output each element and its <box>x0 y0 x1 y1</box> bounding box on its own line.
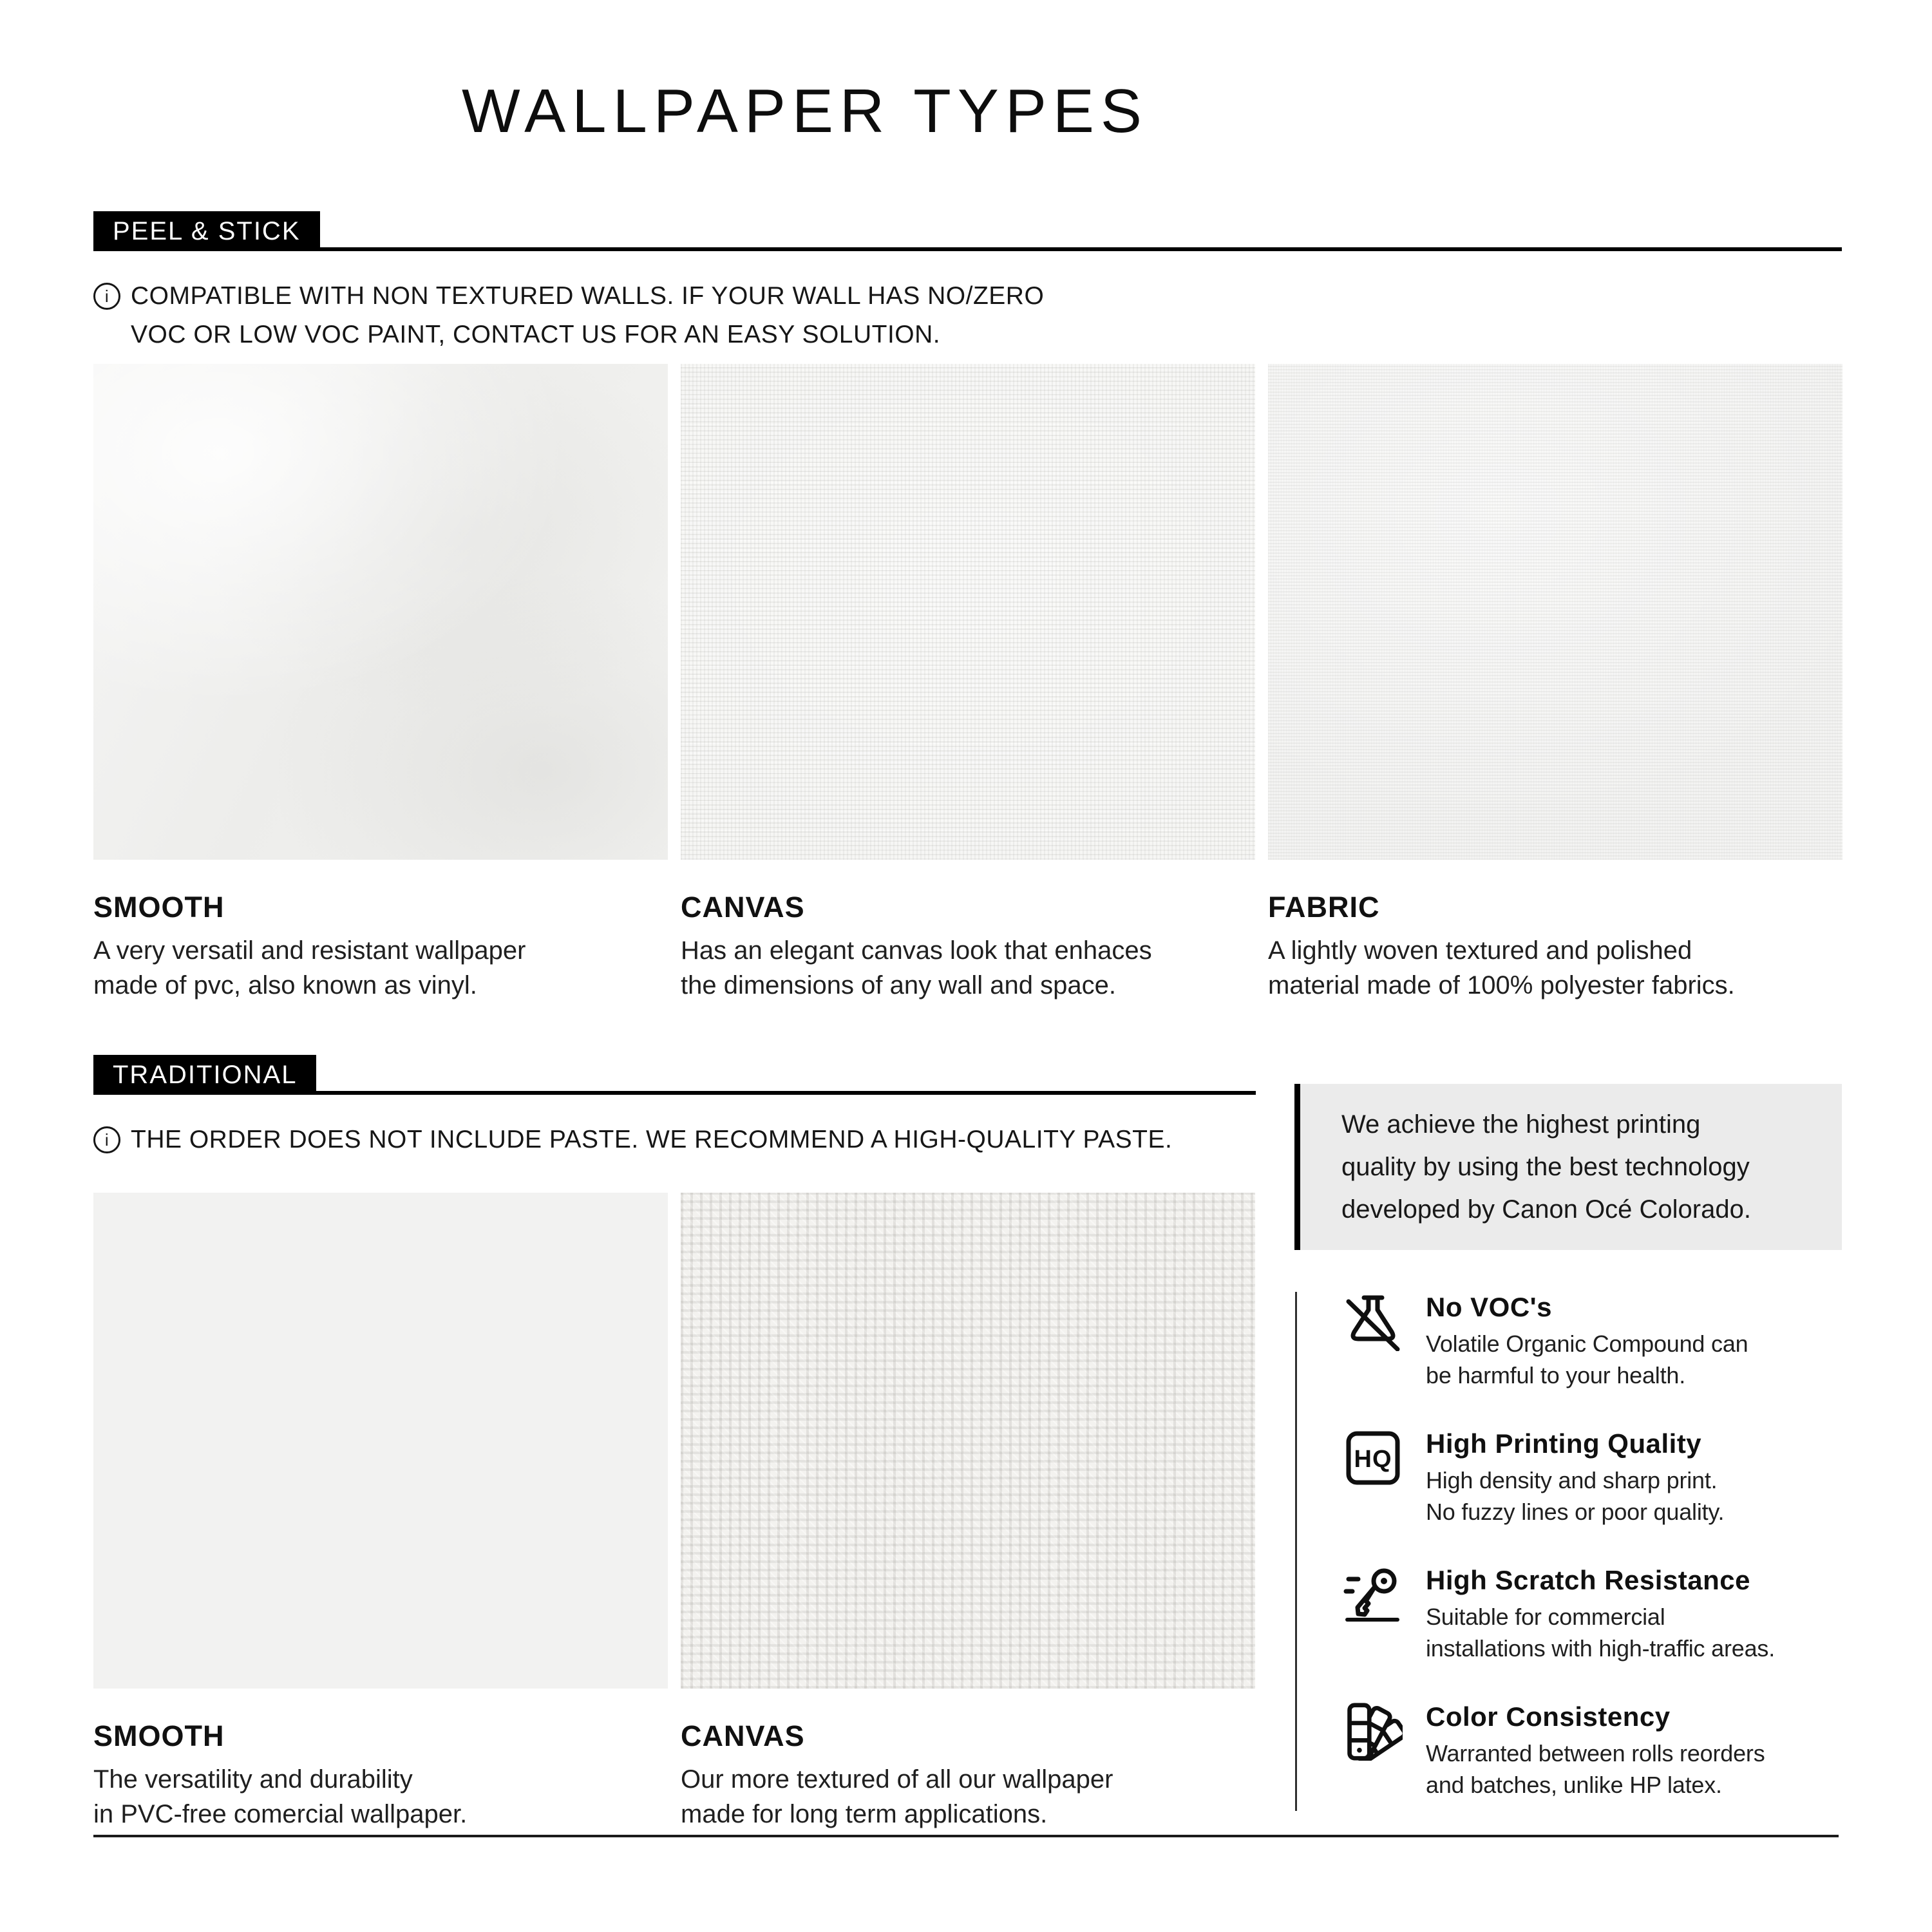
traditional-note <box>93 1121 1172 1159</box>
swatch-name: SMOOTH <box>93 1719 225 1752</box>
swatch-desc-line: material made of 100% polyester fabrics. <box>1268 971 1735 999</box>
feature-text <box>1426 1428 1724 1528</box>
note-line-1: THE ORDER DOES NOT INCLUDE PASTE. WE RECOMMEND A HIGH-QUALITY PASTE. <box>131 1126 1173 1153</box>
swatch-card-smooth-peel <box>93 364 668 1003</box>
feature-description <box>1426 1738 1765 1801</box>
no-voc-flask-icon <box>1343 1292 1403 1351</box>
section-traditional-header <box>93 1055 1256 1095</box>
feature-text <box>1426 1292 1748 1391</box>
swatch-description <box>93 1762 668 1832</box>
section-divider-line <box>93 247 1842 251</box>
peel-stick-note <box>93 277 1044 354</box>
swatch-caption <box>93 1719 668 1832</box>
swatch-name: CANVAS <box>681 891 805 923</box>
swatch-caption <box>93 891 668 1003</box>
canvas-texture-sample <box>681 1193 1255 1689</box>
swatch-desc-line: Has an elegant canvas look that enhaces <box>681 936 1152 965</box>
callout-line-1: We achieve the highest printing <box>1341 1110 1701 1139</box>
feature-title: High Scratch Resistance <box>1426 1565 1751 1595</box>
footer-divider-line <box>93 1835 1839 1837</box>
info-icon: i <box>93 1126 120 1153</box>
feature-no-voc <box>1343 1292 1859 1391</box>
smooth-texture-sample <box>93 364 668 860</box>
features-divider-line <box>1295 1292 1297 1811</box>
callout-line-3: developed by Canon Océ Colorado. <box>1341 1195 1751 1224</box>
feature-description <box>1426 1601 1775 1664</box>
printing-quality-callout <box>1294 1084 1842 1250</box>
section-traditional-label: TRADITIONAL <box>93 1055 316 1095</box>
swatch-card-smooth-traditional <box>93 1193 668 1832</box>
feature-desc-line: Volatile Organic Compound can <box>1426 1331 1748 1357</box>
svg-text:HQ: HQ <box>1354 1446 1392 1473</box>
swatch-name: CANVAS <box>681 1719 805 1752</box>
swatch-caption <box>681 891 1255 1003</box>
feature-title: No VOC's <box>1426 1292 1553 1322</box>
swatch-desc-line: made for long term applications. <box>681 1800 1048 1828</box>
info-icon: i <box>93 283 120 310</box>
callout-line-2: quality by using the best technology <box>1341 1153 1750 1181</box>
features-list <box>1343 1292 1859 1801</box>
note-line-2: VOC OR LOW VOC PAINT, CONTACT US FOR AN EASY SOLUTION. <box>131 321 941 348</box>
smooth-texture-sample <box>93 1193 668 1689</box>
note-text <box>131 1121 1172 1159</box>
swatch-card-fabric-peel <box>1268 364 1842 1003</box>
feature-desc-line: installations with high-traffic areas. <box>1426 1635 1775 1662</box>
feature-title: Color Consistency <box>1426 1701 1671 1732</box>
swatch-desc-line: A lightly woven textured and polished <box>1268 936 1692 965</box>
swatch-desc-line: the dimensions of any wall and space. <box>681 971 1116 999</box>
fabric-texture-sample <box>1268 364 1842 860</box>
swatch-card-canvas-traditional <box>681 1193 1255 1832</box>
swatch-description <box>681 933 1255 1003</box>
feature-desc-line: No fuzzy lines or poor quality. <box>1426 1499 1725 1525</box>
swatch-name: SMOOTH <box>93 891 225 923</box>
feature-description <box>1426 1464 1724 1528</box>
swatch-desc-line: made of pvc, also known as vinyl. <box>93 971 477 999</box>
swatch-description <box>1268 933 1842 1003</box>
page-title: WALLPAPER TYPES <box>462 77 1148 146</box>
note-line-1: COMPATIBLE WITH NON TEXTURED WALLS. IF YOUR WALL HAS NO/ZERO <box>131 282 1045 310</box>
feature-title: High Printing Quality <box>1426 1428 1702 1459</box>
traditional-swatches-row <box>93 1193 1255 1832</box>
swatch-desc-line: The versatility and durability <box>93 1765 413 1794</box>
swatch-description <box>681 1762 1255 1832</box>
feature-desc-line: Suitable for commercial <box>1426 1604 1665 1630</box>
swatch-desc-line: in PVC-free comercial wallpaper. <box>93 1800 468 1828</box>
swatch-desc-line: A very versatil and resistant wallpaper <box>93 936 526 965</box>
feature-text <box>1426 1565 1775 1664</box>
swatch-description <box>93 933 668 1003</box>
swatch-name: FABRIC <box>1268 891 1380 923</box>
feature-desc-line: and batches, unlike HP latex. <box>1426 1772 1722 1798</box>
feature-color-consistency <box>1343 1701 1859 1801</box>
feature-desc-line: High density and sharp print. <box>1426 1467 1718 1493</box>
section-peel-stick-header <box>93 211 1842 251</box>
note-text <box>131 277 1044 354</box>
swatch-caption <box>1268 891 1842 1003</box>
section-peel-stick-label: PEEL & STICK <box>93 211 320 251</box>
feature-desc-line: be harmful to your health. <box>1426 1362 1686 1388</box>
swatch-caption <box>681 1719 1255 1832</box>
canvas-texture-sample <box>681 364 1255 860</box>
feature-high-printing-quality <box>1343 1428 1859 1528</box>
feature-high-scratch-resistance <box>1343 1565 1859 1664</box>
color-swatchbook-icon <box>1343 1701 1403 1761</box>
feature-desc-line: Warranted between rolls reorders <box>1426 1740 1765 1766</box>
hq-badge-icon <box>1343 1428 1403 1488</box>
feature-description <box>1426 1328 1748 1391</box>
scratch-key-icon <box>1343 1565 1403 1624</box>
swatch-desc-line: Our more textured of all our wallpaper <box>681 1765 1113 1794</box>
feature-text <box>1426 1701 1765 1801</box>
peel-stick-swatches-row <box>93 364 1842 1003</box>
swatch-card-canvas-peel <box>681 364 1255 1003</box>
